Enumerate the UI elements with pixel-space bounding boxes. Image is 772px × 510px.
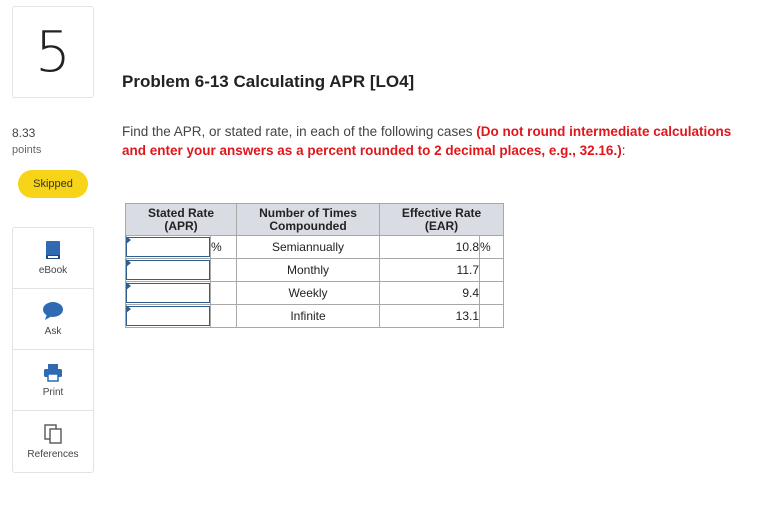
apr-unit — [211, 282, 237, 305]
table-header-row — [126, 204, 504, 236]
print-button[interactable] — [13, 350, 93, 411]
apr-input-4[interactable] — [126, 306, 210, 326]
question-number: 5 — [12, 6, 94, 98]
table-row — [126, 305, 504, 328]
references-icon — [44, 423, 62, 445]
problem-instructions — [122, 122, 746, 160]
table-row — [126, 282, 504, 305]
apr-unit — [211, 259, 237, 282]
print-label: Print — [42, 387, 64, 398]
instruction-text: Find the APR, or stated rate, in each of the following cases — [122, 124, 477, 139]
instruction-tail: : — [621, 143, 626, 158]
apr-cell — [126, 236, 211, 259]
apr-input-2[interactable] — [126, 260, 210, 280]
header-apr: Stated Rate (APR) — [126, 204, 237, 236]
ebook-button[interactable] — [13, 228, 93, 289]
answer-marker-icon — [126, 282, 131, 290]
apr-cell — [126, 259, 211, 282]
answer-marker-icon — [126, 305, 131, 313]
ear-unit: % — [480, 236, 504, 259]
compounded-cell: Semiannually — [237, 236, 380, 259]
table-row — [126, 259, 504, 282]
references-button[interactable] — [13, 411, 93, 472]
points-value: 8.33 — [12, 126, 36, 140]
references-label: References — [27, 449, 79, 460]
ear-cell: 10.8 — [380, 236, 480, 259]
problem-title: Problem 6-13 Calculating APR [LO4] — [122, 72, 415, 91]
apr-unit: % — [211, 236, 237, 259]
ear-unit — [480, 305, 504, 328]
header-compounded: Number of Times Compounded — [237, 204, 380, 236]
tool-panel — [12, 227, 94, 473]
compounded-cell: Infinite — [237, 305, 380, 328]
answer-marker-icon — [126, 236, 131, 244]
apr-cell — [126, 305, 211, 328]
ear-unit — [480, 282, 504, 305]
ear-unit — [480, 259, 504, 282]
compounded-cell: Monthly — [237, 259, 380, 282]
apr-cell — [126, 282, 211, 305]
instruction-emphasis: (Do not round intermediate calculations and enter your answers as a percent rounded to 2 decimal places, e.g., 32.16.) — [122, 124, 732, 158]
points-label: points — [12, 144, 42, 156]
apr-input-3[interactable] — [126, 283, 210, 303]
chat-bubble-icon — [42, 300, 64, 322]
ebook-label: eBook — [38, 265, 68, 276]
compounded-cell: Weekly — [237, 282, 380, 305]
answer-marker-icon — [126, 259, 131, 267]
printer-icon — [43, 361, 63, 383]
answer-table — [125, 203, 504, 328]
ask-label: Ask — [44, 326, 62, 337]
header-ear: Effective Rate (EAR) — [380, 204, 504, 236]
apr-unit — [211, 305, 237, 328]
status-badge: Skipped — [18, 170, 88, 198]
ear-cell: 13.1 — [380, 305, 480, 328]
ear-cell: 11.7 — [380, 259, 480, 282]
table-row — [126, 236, 504, 259]
apr-input-1[interactable] — [126, 237, 210, 257]
ask-button[interactable] — [13, 289, 93, 350]
ear-cell: 9.4 — [380, 282, 480, 305]
book-icon — [45, 239, 61, 261]
